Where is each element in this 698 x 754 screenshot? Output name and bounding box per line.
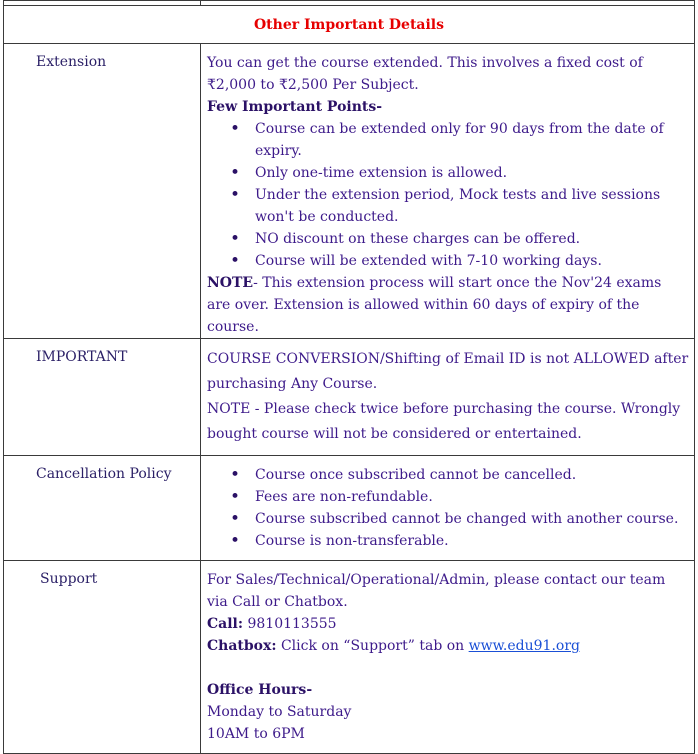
extension-intro: You can get the course extended. This involves a fixed cost of ₹2,000 to ₹2,500 Per Subject. <box>207 55 643 93</box>
cancellation-row <box>4 456 695 561</box>
support-intro: For Sales/Technical/Operational/Admin, please contact our team via Call or Chatbox. <box>207 572 666 610</box>
chatbox-text: Click on “Support” tab on <box>276 638 469 654</box>
important-row <box>4 339 695 456</box>
chatbox-line <box>207 635 689 657</box>
details-document <box>3 0 693 742</box>
call-label: Call: <box>207 616 244 632</box>
cancellation-points <box>207 464 689 552</box>
purchase-note: NOTE - Please check twice before purchasing the course. Wrongly bought course will not be considered or entertained. <box>207 401 681 442</box>
important-content <box>201 339 695 456</box>
list-item: • NO discount on these charges can be offered. <box>207 228 689 250</box>
cancellation-content <box>201 456 695 561</box>
support-label: Support <box>4 561 201 754</box>
list-item: • Course is non-transferable. <box>207 530 689 552</box>
important-label: IMPORTANT <box>4 339 201 456</box>
list-item: • Fees are non-refundable. <box>207 486 689 508</box>
office-hours-heading: Office Hours- <box>207 682 313 698</box>
call-line <box>207 613 689 635</box>
office-days: Monday to Saturday <box>207 704 352 720</box>
extension-note <box>207 272 689 338</box>
blank-line <box>207 657 689 679</box>
website-link[interactable]: www.edu91.org <box>468 638 580 654</box>
conversion-notice: COURSE CONVERSION/Shifting of Email ID is not ALLOWED after purchasing Any Course. <box>207 351 689 392</box>
extension-label: Extension <box>4 44 201 339</box>
list-item: • Only one-time extension is allowed. <box>207 162 689 184</box>
list-item: • Under the extension period, Mock tests and live sessions won't be conducted. <box>207 184 689 228</box>
office-time: 10AM to 6PM <box>207 726 305 742</box>
extension-row <box>4 44 695 339</box>
cancellation-label: Cancellation Policy <box>4 456 201 561</box>
list-item: • Course will be extended with 7-10 working days. <box>207 250 689 272</box>
list-item: • Course once subscribed cannot be cancelled. <box>207 464 689 486</box>
table-title: Other Important Details <box>4 6 695 44</box>
header-row <box>4 6 695 44</box>
extension-points <box>207 118 689 272</box>
support-row <box>4 561 695 754</box>
list-item: • Course can be extended only for 90 days from the date of expiry. <box>207 118 689 162</box>
support-content <box>201 561 695 754</box>
note-text: - This extension process will start once the Nov'24 exams are over. Extension is allowed within 60 days of expiry of the course. <box>207 275 662 335</box>
note-label: NOTE <box>207 275 254 291</box>
chatbox-label: Chatbox: <box>207 638 277 654</box>
list-item: • Course subscribed cannot be changed with another course. <box>207 508 689 530</box>
details-table <box>3 0 695 754</box>
extension-content <box>201 44 695 339</box>
phone-number: 9810113555 <box>243 616 337 632</box>
points-heading: Few Important Points- <box>207 99 383 115</box>
